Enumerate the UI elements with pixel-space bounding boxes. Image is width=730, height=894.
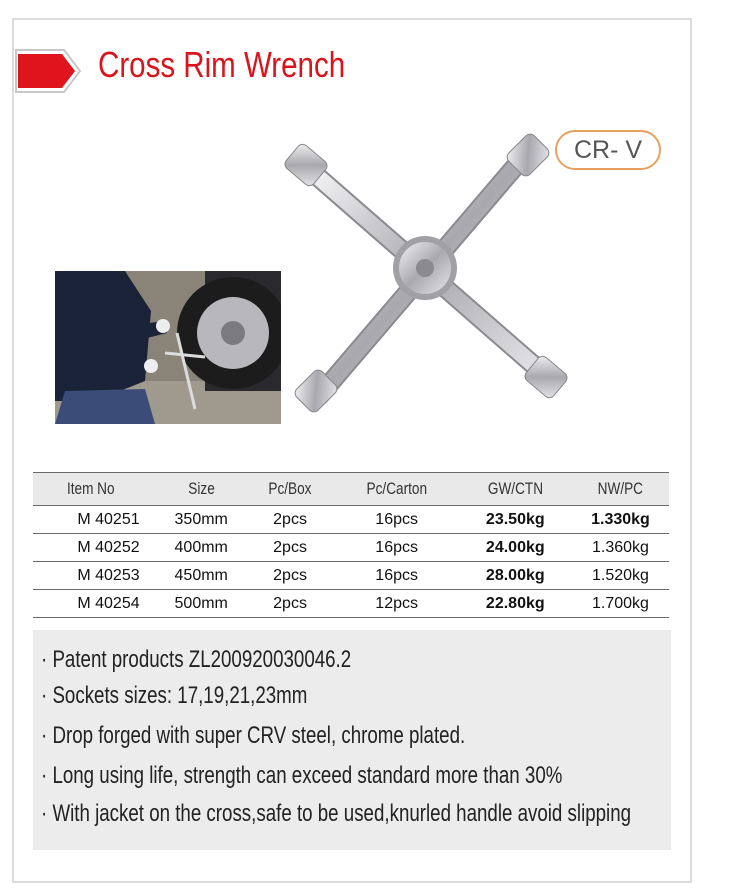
col-header: [335, 473, 459, 506]
cell-gw-ctn: 24.00kg: [459, 534, 572, 562]
cell-pc-box: 2pcs: [245, 534, 334, 562]
features-panel: [33, 630, 671, 850]
cell-pc-box: 2pcs: [245, 562, 334, 590]
col-header-nw-pc: NW/PC: [597, 479, 644, 498]
cell-pc-carton: 16pcs: [335, 506, 459, 534]
spec-table: [33, 472, 669, 618]
table-row: [33, 506, 669, 534]
cell-nw-pc: 1.520kg: [572, 562, 669, 590]
col-header-pc-box: Pc/Box: [268, 479, 312, 498]
cell-nw-pc: 1.360kg: [572, 534, 669, 562]
table-row: [33, 590, 669, 618]
feature-text: Patent products ZL200920030046.2: [52, 646, 352, 673]
cell-item-no: M 40253: [33, 562, 157, 590]
col-header: [245, 473, 334, 506]
page-title: Cross Rim Wrench: [98, 44, 346, 85]
feature-item: · Patent products ZL200920030046.2: [41, 646, 352, 673]
col-header-item-no: Item No: [66, 479, 115, 498]
feature-item: · Long using life, strength can exceed standard more than 30%: [41, 762, 563, 789]
feature-text: Drop forged with super CRV steel, chrome plated.: [52, 722, 466, 749]
cell-gw-ctn: 28.00kg: [459, 562, 572, 590]
cell-pc-carton: 16pcs: [335, 562, 459, 590]
cell-item-no: M 40252: [33, 534, 157, 562]
feature-item: · Drop forged with super CRV steel, chrome plated.: [41, 722, 466, 749]
table-header-row: [33, 473, 669, 506]
feature-text: Sockets sizes: 17,19,21,23mm: [52, 682, 308, 709]
cell-gw-ctn: 22.80kg: [459, 590, 572, 618]
cell-pc-carton: 16pcs: [335, 534, 459, 562]
col-header-gw-ctn: GW/CTN: [487, 479, 543, 498]
cell-size: 350mm: [157, 506, 245, 534]
col-header-size: Size: [187, 479, 215, 498]
cell-size: 500mm: [157, 590, 245, 618]
cell-nw-pc: 1.700kg: [572, 590, 669, 618]
cell-item-no: M 40251: [33, 506, 157, 534]
cell-nw-pc: 1.330kg: [572, 506, 669, 534]
col-header: [33, 473, 157, 506]
cell-pc-box: 2pcs: [245, 506, 334, 534]
feature-item: · With jacket on the cross,safe to be used,knurled handle avoid slipping: [41, 800, 632, 827]
title-arrow-icon: [14, 48, 82, 94]
col-header: [459, 473, 572, 506]
cell-size: 450mm: [157, 562, 245, 590]
feature-text: With jacket on the cross,safe to be used,knurled handle avoid slipping: [52, 800, 632, 827]
cell-size: 400mm: [157, 534, 245, 562]
material-badge: CR- V: [555, 130, 661, 170]
cell-pc-box: 2pcs: [245, 590, 334, 618]
feature-item: · Sockets sizes: 17,19,21,23mm: [41, 682, 308, 709]
col-header: [572, 473, 669, 506]
wrench-image: [270, 130, 570, 420]
col-header-pc-carton: Pc/Carton: [366, 479, 427, 498]
col-header: [157, 473, 245, 506]
cell-item-no: M 40254: [33, 590, 157, 618]
feature-text: Long using life, strength can exceed standard more than 30%: [52, 762, 563, 789]
cell-gw-ctn: 23.50kg: [459, 506, 572, 534]
table-row: [33, 534, 669, 562]
usage-photo: [55, 271, 281, 424]
cell-pc-carton: 12pcs: [335, 590, 459, 618]
table-row: [33, 562, 669, 590]
